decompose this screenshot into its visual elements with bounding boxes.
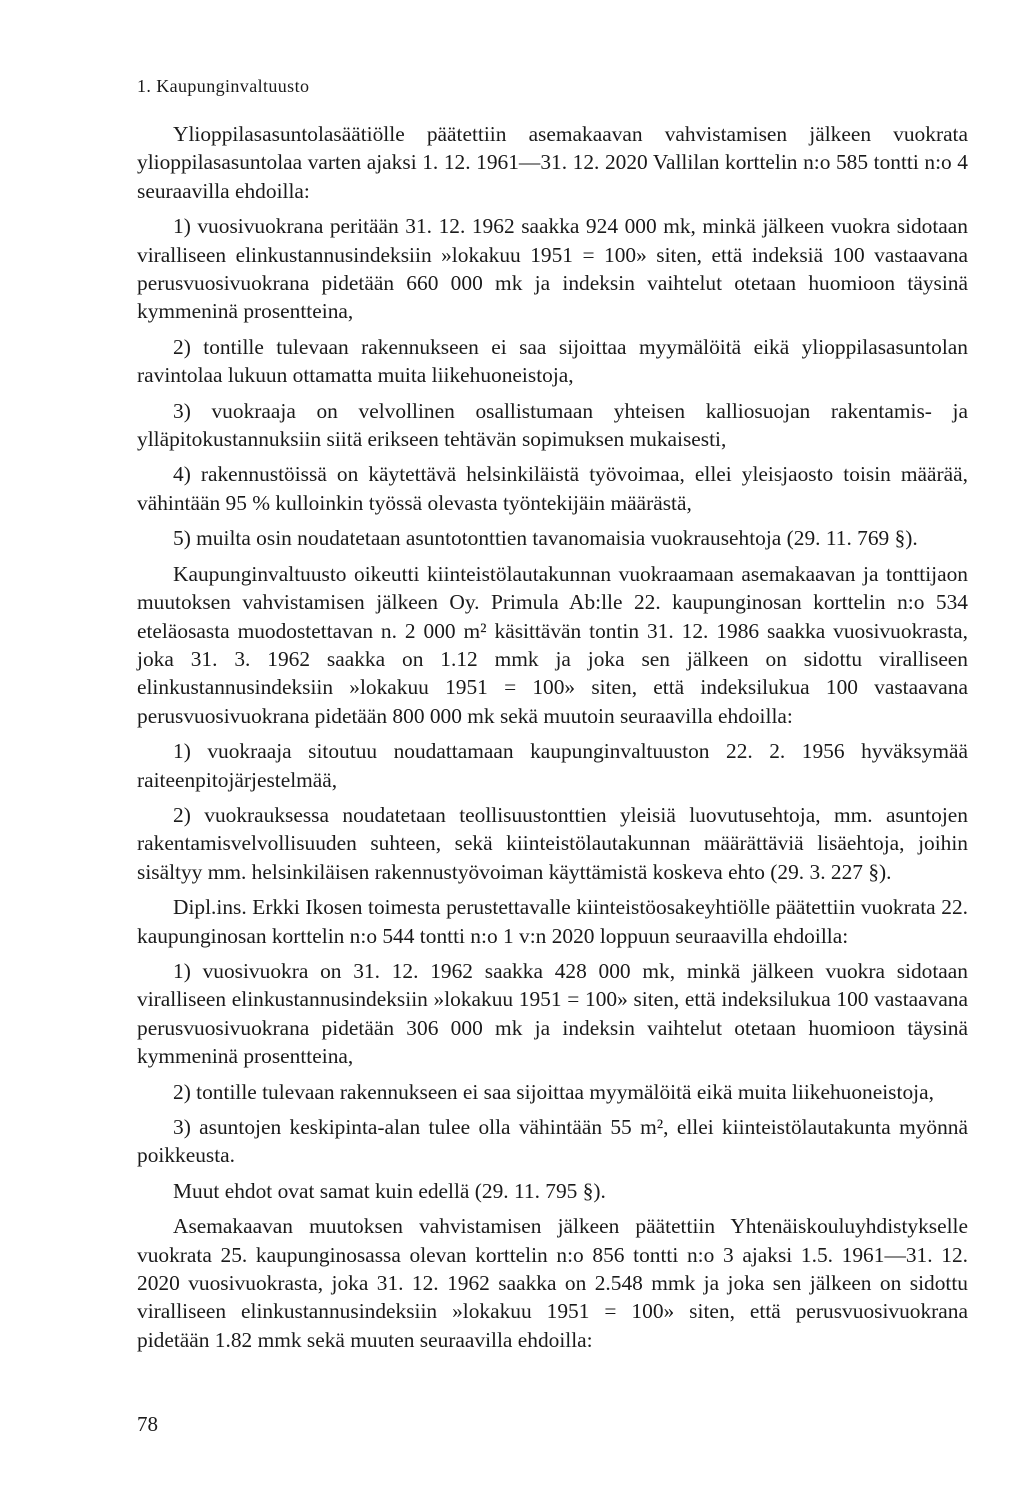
paragraph: 2) vuokrauksessa noudatetaan teollisuustonttien yleisiä luovutusehtoja, mm. asuntojen rakentamisvelvollisuuden suhteen, sekä kiinteistölautakunnan määrättäviä lisäehtoja, joihin sisältyy mm. helsinkiläisen rakennustyövoiman käyttämistä koskeva ehto (29. 3. 227 §). [137, 802, 968, 884]
paragraph: 3) asuntojen keskipinta-alan tulee olla vähintään 55 m², ellei kiinteistölautakunta myönnä poikkeusta. [137, 1115, 968, 1168]
page-number: 78 [137, 1412, 158, 1436]
paragraph: 2) tontille tulevaan rakennukseen ei saa sijoittaa myymälöitä eikä ylioppilasasuntolan ravintolaa lukuun ottamatta muita liikehuoneistoja, [137, 334, 968, 388]
body-text [137, 120, 968, 1361]
paragraph: 1) vuosivuokrana peritään 31. 12. 1962 saakka 924 000 mk, minkä jälkeen vuokra sidotaan viralliseen elinkustannusindeksiin »lokakuu 1951 = 100» siten, että indeksiä 100 vastaavana perusvuosivuokrana pidetään 660 000 mk ja indeksin vaihtelut otetaan huomioon täysinä kymmeninä prosentteina, [137, 214, 968, 324]
paragraph: 3) vuokraaja on velvollinen osallistumaan yhteisen kalliosuojan rakentamis- ja ylläpitokustannuksiin siitä erikseen tehtävän sopimuksen mukaisesti, [137, 398, 968, 452]
paragraph: 4) rakennustöissä on käytettävä helsinkiläistä työvoimaa, ellei yleisjaosto toisin määrää, vähintään 95 % kulloinkin työssä olevasta työntekijäin määrästä, [137, 462, 968, 515]
paragraph: 1) vuokraaja sitoutuu noudattamaan kaupunginvaltuuston 22. 2. 1956 hyväksymää raiteenpitojärjestelmää, [137, 739, 968, 792]
paragraph: 5) muilta osin noudatetaan asuntotonttien tavanomaisia vuokrausehtoja (29. 11. 769 §). [173, 526, 918, 551]
paragraph: Ylioppilasasuntolasäätiölle päätettiin asemakaavan vahvistamisen jälkeen vuokrata ylioppilasasuntolaa varten ajaksi 1. 12. 1961—31. 12. 2020 Vallilan korttelin n:o 585 tontti n:o 4 seuraavilla ehdoilla: [137, 122, 968, 203]
paragraph: Dipl.ins. Erkki Ikosen toimesta perustettavalle kiinteistöosakeyhtiölle päätettiin vuokrata 22. kaupunginosan korttelin n:o 544 tontti n:o 1 v:n 2020 loppuun seuraavilla ehdoilla: [137, 895, 968, 948]
paragraph: 2) tontille tulevaan rakennukseen ei saa sijoittaa myymälöitä eikä muita liikehuoneistoja, [173, 1079, 934, 1104]
paragraph: 1) vuosivuokra on 31. 12. 1962 saakka 428 000 mk, minkä jälkeen vuokra sidotaan viralliseen elinkustannusindeksiin »lokakuu 1951 = 100» siten, että indeksilukua 100 vastaavana perusvuosivuokrana pidetään 306 000 mk ja indeksin vaihtelut otetaan huomioon täysinä kymmeninä prosentteina, [137, 958, 968, 1069]
paragraph: Muut ehdot ovat samat kuin edellä (29. 11. 795 §). [173, 1178, 606, 1203]
running-header: 1. Kaupunginvaltuusto [137, 76, 310, 96]
paragraph: Kaupunginvaltuusto oikeutti kiinteistölautakunnan vuokraamaan asemakaavan ja tonttijaon muutoksen vahvistamisen jälkeen Oy. Primula Ab:lle 22. kaupunginosan korttelin n:o 534 eteläosasta muodostettavan n. 2 000 m² käsittävän tontin 31. 12. 1986 saakka vuosivuokrasta, joka 31. 3. 1962 saakka on 1.12 mmk ja joka sen jälkeen on sidottu viralliseen elinkustannusindeksiin »lokakuu 1951 = 100» siten, että indeksilukua 100 vastaavana perusvuosivuokrana pidetään 800 000 mk sekä muutoin seuraavilla ehdoilla: [137, 561, 968, 728]
paragraph: Asemakaavan muutoksen vahvistamisen jälkeen päätettiin Yhtenäiskouluyhdistykselle vuokrata 25. kaupunginosassa olevan korttelin n:o 856 tontti n:o 3 ajaksi 1.5. 1961—31. 12. 2020 vuosivuokrasta, joka 31. 12. 1962 saakka on 2.548 mmk ja joka sen jälkeen on sidottu viralliseen elinkustannusindeksiin »lokakuu 1951 = 100» siten, että perusvuosivuokrana pidetään 1.82 mmk sekä muuten seuraavilla ehdoilla: [137, 1214, 968, 1352]
